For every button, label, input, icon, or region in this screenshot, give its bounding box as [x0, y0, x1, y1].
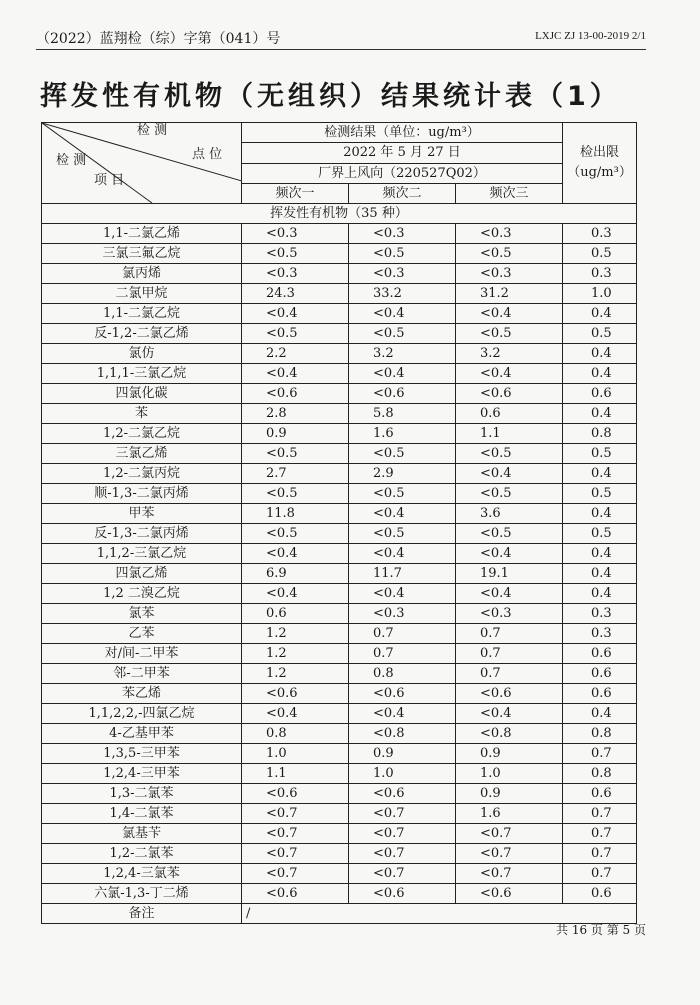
freq-2-value: 1.6: [349, 424, 456, 444]
freq-3-header: 频次三: [456, 183, 563, 203]
compound-name: 二氯甲烷: [42, 284, 242, 304]
table-row: [42, 444, 637, 464]
detection-limit: 0.5: [563, 324, 637, 344]
compound-name: 苯: [42, 404, 242, 424]
table-row: [42, 384, 637, 404]
table-row: [42, 284, 637, 304]
compound-name: 1,4-二氯苯: [42, 804, 242, 824]
freq-1-value: <0.4: [242, 304, 349, 324]
freq-3-value: <0.3: [456, 224, 563, 244]
freq-2-value: <0.7: [349, 864, 456, 884]
detection-limit: 0.7: [563, 844, 637, 864]
freq-3-value: <0.4: [456, 304, 563, 324]
freq-1-header: 频次一: [242, 183, 349, 203]
freq-3-value: 1.6: [456, 804, 563, 824]
freq-1-value: <0.7: [242, 804, 349, 824]
freq-2-value: 0.7: [349, 624, 456, 644]
compound-name: 4-乙基甲苯: [42, 724, 242, 744]
table-row: [42, 484, 637, 504]
compound-name: 反-1,3-二氯丙烯: [42, 524, 242, 544]
compound-name: 1,2 二溴乙烷: [42, 584, 242, 604]
freq-1-value: <0.6: [242, 884, 349, 904]
limit-header: 检出限: [580, 145, 620, 160]
detection-limit: 0.4: [563, 704, 637, 724]
freq-3-value: 1.0: [456, 764, 563, 784]
detection-limit: 0.4: [563, 504, 637, 524]
freq-2-value: <0.6: [349, 884, 456, 904]
compound-name: 1,1-二氯乙烯: [42, 224, 242, 244]
freq-3-value: 0.7: [456, 644, 563, 664]
freq-1-value: <0.7: [242, 864, 349, 884]
freq-3-value: <0.6: [456, 384, 563, 404]
table-row: [42, 844, 637, 864]
table-row: [42, 364, 637, 384]
freq-2-value: 11.7: [349, 564, 456, 584]
freq-3-value: 0.6: [456, 404, 563, 424]
diag-label-top: 检 测: [137, 123, 168, 138]
detection-limit: 0.6: [563, 684, 637, 704]
compound-name: 三氯三氟乙烷: [42, 244, 242, 264]
freq-2-value: <0.7: [349, 804, 456, 824]
table-row: [42, 424, 637, 444]
table-row: [42, 684, 637, 704]
freq-2-value: <0.3: [349, 224, 456, 244]
compound-name: 四氯化碳: [42, 384, 242, 404]
compound-name: 邻-二甲苯: [42, 664, 242, 684]
detection-limit: 0.4: [563, 584, 637, 604]
sampling-date: 2022 年 5 月 27 日: [242, 143, 563, 163]
freq-1-value: 11.8: [242, 504, 349, 524]
freq-1-value: 0.8: [242, 724, 349, 744]
freq-1-value: <0.5: [242, 524, 349, 544]
diagonal-header-cell: [42, 123, 242, 204]
detection-limit: 0.5: [563, 484, 637, 504]
freq-3-value: 0.9: [456, 744, 563, 764]
compound-name: 1,2-二氯丙烷: [42, 464, 242, 484]
table-row: [42, 464, 637, 484]
freq-1-value: <0.6: [242, 784, 349, 804]
freq-3-value: <0.6: [456, 684, 563, 704]
freq-2-value: <0.4: [349, 584, 456, 604]
table-row: [42, 404, 637, 424]
detection-limit: 0.5: [563, 244, 637, 264]
detection-limit: 0.8: [563, 764, 637, 784]
detection-limit: 0.7: [563, 804, 637, 824]
table-row: [42, 304, 637, 324]
detection-limit: 0.5: [563, 444, 637, 464]
freq-3-value: <0.4: [456, 464, 563, 484]
detection-limit: 0.4: [563, 364, 637, 384]
freq-1-value: 1.2: [242, 644, 349, 664]
freq-3-value: <0.7: [456, 864, 563, 884]
freq-1-value: <0.7: [242, 824, 349, 844]
compound-name: 苯乙烯: [42, 684, 242, 704]
freq-1-value: <0.3: [242, 264, 349, 284]
freq-2-value: <0.4: [349, 304, 456, 324]
detection-limit: 1.0: [563, 284, 637, 304]
compound-name: 乙苯: [42, 624, 242, 644]
table-row: [42, 604, 637, 624]
freq-3-value: 0.7: [456, 624, 563, 644]
compound-name: 1,2-二氯乙烷: [42, 424, 242, 444]
table-row: [42, 544, 637, 564]
page-title: 挥发性有机物（无组织）结果统计表（1）: [40, 81, 621, 112]
detection-limit: 0.8: [563, 424, 637, 444]
freq-3-value: 19.1: [456, 564, 563, 584]
compound-name: 1,3,5-三甲苯: [42, 744, 242, 764]
detection-limit: 0.6: [563, 644, 637, 664]
freq-2-value: <0.5: [349, 444, 456, 464]
remark-row: [42, 904, 637, 924]
freq-3-value: 3.6: [456, 504, 563, 524]
freq-2-value: <0.3: [349, 604, 456, 624]
compound-name: 氯基苄: [42, 824, 242, 844]
result-header: 检测结果（单位：ug/m³）: [242, 123, 563, 143]
table-row: [42, 564, 637, 584]
freq-3-value: 0.7: [456, 664, 563, 684]
compound-name: 氯丙烯: [42, 264, 242, 284]
compound-name: 顺-1,3-二氯丙烯: [42, 484, 242, 504]
freq-1-value: <0.5: [242, 244, 349, 264]
detection-limit: 0.8: [563, 724, 637, 744]
detection-limit: 0.4: [563, 544, 637, 564]
table-row: [42, 884, 637, 904]
table-row: [42, 724, 637, 744]
freq-2-value: <0.7: [349, 844, 456, 864]
detection-limit: 0.7: [563, 824, 637, 844]
detection-limit: 0.3: [563, 604, 637, 624]
table-row: [42, 864, 637, 884]
freq-3-value: <0.5: [456, 244, 563, 264]
compound-name: 1,1,2-三氯乙烷: [42, 544, 242, 564]
diag-label-mid: 点 位: [192, 147, 223, 162]
compound-name: 对/间-二甲苯: [42, 644, 242, 664]
table-row: [42, 584, 637, 604]
freq-1-value: 6.9: [242, 564, 349, 584]
table-row: [42, 244, 637, 264]
freq-3-value: <0.3: [456, 264, 563, 284]
freq-3-value: <0.4: [456, 364, 563, 384]
remark-value: /: [242, 904, 637, 924]
detection-limit: 0.4: [563, 464, 637, 484]
freq-3-value: 1.1: [456, 424, 563, 444]
freq-1-value: 2.2: [242, 344, 349, 364]
freq-1-value: <0.4: [242, 704, 349, 724]
freq-2-value: <0.3: [349, 264, 456, 284]
freq-2-value: <0.4: [349, 504, 456, 524]
freq-1-value: <0.6: [242, 384, 349, 404]
table-row: [42, 784, 637, 804]
table-row: [42, 804, 637, 824]
table-row: [42, 764, 637, 784]
detection-limit: 0.5: [563, 524, 637, 544]
report-number: （2022）蓝翔检（综）字第（041）号: [36, 31, 281, 47]
limit-unit: （ug/m³）: [567, 165, 632, 180]
table-row: [42, 664, 637, 684]
results-table: [41, 122, 637, 924]
freq-2-value: <0.4: [349, 704, 456, 724]
document-code: LXJC ZJ 13-00-2019 2/1: [535, 30, 646, 42]
table-row: [42, 324, 637, 344]
table-row: [42, 744, 637, 764]
freq-1-value: 1.1: [242, 764, 349, 784]
freq-3-value: <0.4: [456, 584, 563, 604]
freq-2-value: <0.8: [349, 724, 456, 744]
table-row: [42, 524, 637, 544]
freq-3-value: 31.2: [456, 284, 563, 304]
detection-limit: 0.4: [563, 404, 637, 424]
compound-name: 三氯乙烯: [42, 444, 242, 464]
detection-limit: 0.4: [563, 564, 637, 584]
freq-3-value: 3.2: [456, 344, 563, 364]
freq-1-value: <0.3: [242, 224, 349, 244]
freq-1-value: <0.7: [242, 844, 349, 864]
table-row: [42, 264, 637, 284]
compound-name: 1,3-二氯苯: [42, 784, 242, 804]
detection-limit: 0.4: [563, 304, 637, 324]
compound-name: 甲苯: [42, 504, 242, 524]
freq-3-value: <0.3: [456, 604, 563, 624]
compound-name: 1,1,1-三氯乙烷: [42, 364, 242, 384]
freq-2-value: 0.9: [349, 744, 456, 764]
compound-name: 1,1-二氯乙烷: [42, 304, 242, 324]
detection-limit: 0.7: [563, 744, 637, 764]
detection-limit: 0.7: [563, 864, 637, 884]
freq-1-value: <0.5: [242, 444, 349, 464]
compound-name: 六氯-1,3-丁二烯: [42, 884, 242, 904]
sampling-location: 厂界上风向（220527Q02）: [242, 163, 563, 183]
table-row: [42, 344, 637, 364]
freq-3-value: <0.4: [456, 704, 563, 724]
freq-1-value: <0.4: [242, 584, 349, 604]
freq-1-value: 2.7: [242, 464, 349, 484]
freq-3-value: <0.4: [456, 544, 563, 564]
freq-3-value: 0.9: [456, 784, 563, 804]
compound-name: 1,2,4-三甲苯: [42, 764, 242, 784]
freq-2-value: 3.2: [349, 344, 456, 364]
freq-2-value: <0.5: [349, 324, 456, 344]
freq-2-value: 2.9: [349, 464, 456, 484]
freq-1-value: 1.2: [242, 664, 349, 684]
table-row: [42, 624, 637, 644]
diag-label-left: 检 测: [56, 153, 87, 168]
freq-3-value: <0.7: [456, 844, 563, 864]
detection-limit: 0.6: [563, 784, 637, 804]
freq-3-value: <0.5: [456, 524, 563, 544]
freq-1-value: <0.4: [242, 364, 349, 384]
freq-2-value: 33.2: [349, 284, 456, 304]
compound-name: 1,1,2,2,-四氯乙烷: [42, 704, 242, 724]
freq-1-value: 0.6: [242, 604, 349, 624]
detection-limit: 0.3: [563, 624, 637, 644]
compound-name: 1,2-二氯苯: [42, 844, 242, 864]
freq-1-value: 24.3: [242, 284, 349, 304]
table-row: [42, 224, 637, 244]
freq-3-value: <0.5: [456, 484, 563, 504]
freq-2-value: <0.5: [349, 244, 456, 264]
freq-1-value: 0.9: [242, 424, 349, 444]
compound-name: 反-1,2-二氯乙烯: [42, 324, 242, 344]
freq-2-value: <0.5: [349, 484, 456, 504]
detection-limit: 0.6: [563, 664, 637, 684]
freq-1-value: 2.8: [242, 404, 349, 424]
freq-1-value: <0.5: [242, 484, 349, 504]
freq-2-value: 0.8: [349, 664, 456, 684]
table-row: [42, 704, 637, 724]
compound-name: 1,2,4-三氯苯: [42, 864, 242, 884]
group-label: 挥发性有机物（35 种）: [42, 204, 637, 224]
compound-name: 氯仿: [42, 344, 242, 364]
compound-name: 四氯乙烯: [42, 564, 242, 584]
freq-2-value: <0.5: [349, 524, 456, 544]
freq-3-value: <0.5: [456, 444, 563, 464]
limit-header-cell: [563, 123, 637, 204]
freq-3-value: <0.8: [456, 724, 563, 744]
freq-2-value: 0.7: [349, 644, 456, 664]
detection-limit: 0.6: [563, 884, 637, 904]
remark-label: 备注: [42, 904, 242, 924]
freq-2-value: <0.4: [349, 364, 456, 384]
freq-2-value: <0.7: [349, 824, 456, 844]
compound-name: 氯苯: [42, 604, 242, 624]
detection-limit: 0.6: [563, 384, 637, 404]
detection-limit: 0.3: [563, 224, 637, 244]
freq-1-value: <0.6: [242, 684, 349, 704]
freq-1-value: 1.0: [242, 744, 349, 764]
freq-3-value: <0.5: [456, 324, 563, 344]
freq-3-value: <0.7: [456, 824, 563, 844]
freq-2-value: 5.8: [349, 404, 456, 424]
freq-2-value: <0.6: [349, 384, 456, 404]
table-row: [42, 504, 637, 524]
freq-2-value: <0.4: [349, 544, 456, 564]
header-rule: [36, 49, 646, 50]
freq-2-value: 1.0: [349, 764, 456, 784]
diag-label-bottom: 项 目: [94, 173, 125, 188]
table-row: [42, 824, 637, 844]
page-number: 共 16 页 第 5 页: [556, 923, 646, 937]
freq-3-value: <0.6: [456, 884, 563, 904]
freq-1-value: <0.5: [242, 324, 349, 344]
table-row: [42, 644, 637, 664]
freq-1-value: <0.4: [242, 544, 349, 564]
freq-2-value: <0.6: [349, 684, 456, 704]
detection-limit: 0.4: [563, 344, 637, 364]
freq-1-value: 1.2: [242, 624, 349, 644]
freq-2-header: 频次二: [349, 183, 456, 203]
detection-limit: 0.3: [563, 264, 637, 284]
freq-2-value: <0.6: [349, 784, 456, 804]
